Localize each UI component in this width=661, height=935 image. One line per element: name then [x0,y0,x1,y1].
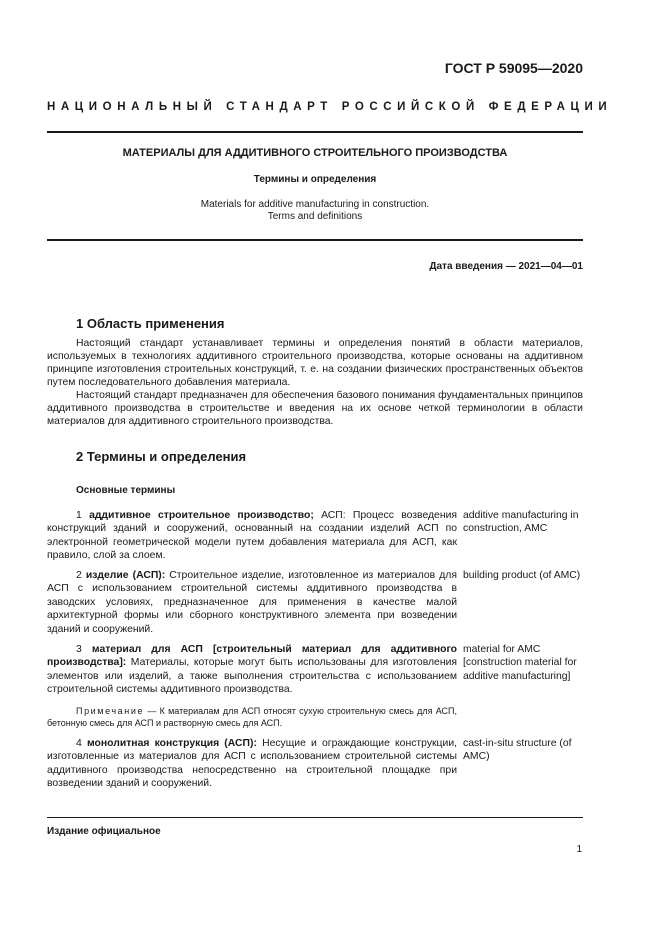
document-number: ГОСТ Р 59095—2020 [444,60,583,76]
header-rule [47,131,583,133]
term-entry-1 [47,509,457,563]
edition-label: Издание официальное [47,826,161,837]
document-subtitle: Термины и определения [253,174,377,185]
term-note [47,705,457,729]
title-rule [47,239,583,241]
introduction-date: Дата введения — 2021—04—01 [429,261,583,272]
term-number: 2 [76,570,82,581]
term-number: 1 [76,510,82,521]
section-2-subheading: Основные термины [76,485,176,496]
note-label: Примечание [76,706,145,716]
footer-rule [47,817,583,818]
term-english-4: cast-in-situ structure (of AMC) [463,738,572,763]
term-english-2: building product (of AMC) [463,570,581,581]
term-definition: Строительное изделие, изготовленное из материалов для АСП с использованием строительной системы аддитивного производства в заводских условиях, предназначенное для применения в качестве малой архитектурной формы или сборного конструктивного элемента при возведении зданий и сооружений. [47,570,457,635]
term-number: 4 [76,738,82,749]
section-1-body [47,337,583,428]
term-definition: Несущие и ограждающие конструкции, изготовленные из материалов для АСП с использованием строительной системы аддитивного производства непосредственно на строительной площадке при возведении зданий и сооружений. [47,738,458,790]
national-standard-heading: НАЦИОНАЛЬНЫЙ СТАНДАРТ РОССИЙСКОЙ ФЕДЕРАЦИИ [47,101,613,113]
term-entry-3 [47,643,457,697]
term-name: аддитивное строительное производство; [89,510,314,521]
term-definition: АСП: Процесс возведения конструкций зданий и сооружений, основанный на создании изделий АСП по электронной геометрической модели путем добавления материала для АСП, как правило, слой за слоем. [47,510,458,562]
term-entry-2 [47,569,457,636]
english-title [47,199,583,223]
english-title-line-2: Terms and definitions [267,211,363,222]
english-title-line-1: Materials for additive manufacturing in construction. [200,199,430,210]
term-name: изделие (АСП): [85,570,166,581]
section-1-heading: 1 Область применения [76,316,225,331]
term-definition: Материалы, которые могут быть использованы для изготовления элементов или изделий, а также выполнения строительства с использованием строительной системы аддитивного производства. [47,657,457,696]
term-english-3: material for AMC [construction material for additive manufacturing] [463,644,577,682]
section-1-paragraph-2: Настоящий стандарт предназначен для обеспечения базового понимания фундаментальных принципов аддитивного производства в строительстве и введения на их основе четкой терминологии в области материалов для аддитивного строительного производства. [47,390,583,427]
section-2-heading: 2 Термины и определения [76,449,247,464]
term-number: 3 [76,644,82,655]
term-name: монолитная конструкция (АСП): [86,738,257,749]
term-name: материал для АСП [строительный материал для аддитивного производства]: [47,644,457,669]
page-number: 1 [576,844,582,855]
term-english-1: additive manufacturing in construction, AMC [463,510,579,535]
term-entry-4 [47,737,457,791]
section-1-paragraph-1: Настоящий стандарт устанавливает термины и определения понятий в области материалов, используемых в технологиях аддитивного строительного производства, которые основаны на аддитивном принципе изготовления строительных конструкций, т. е. на создании физических пространственных объектов путем последовательного добавления материала. [47,338,583,388]
document-title: МАТЕРИАЛЫ ДЛЯ АДДИТИВНОГО СТРОИТЕЛЬНОГО ПРОИЗВОДСТВА [122,147,508,159]
note-text: — К материалам для АСП относят сухую строительную смесь для АСП, бетонную смесь для АСП и растворную смесь для АСП. [47,706,457,728]
